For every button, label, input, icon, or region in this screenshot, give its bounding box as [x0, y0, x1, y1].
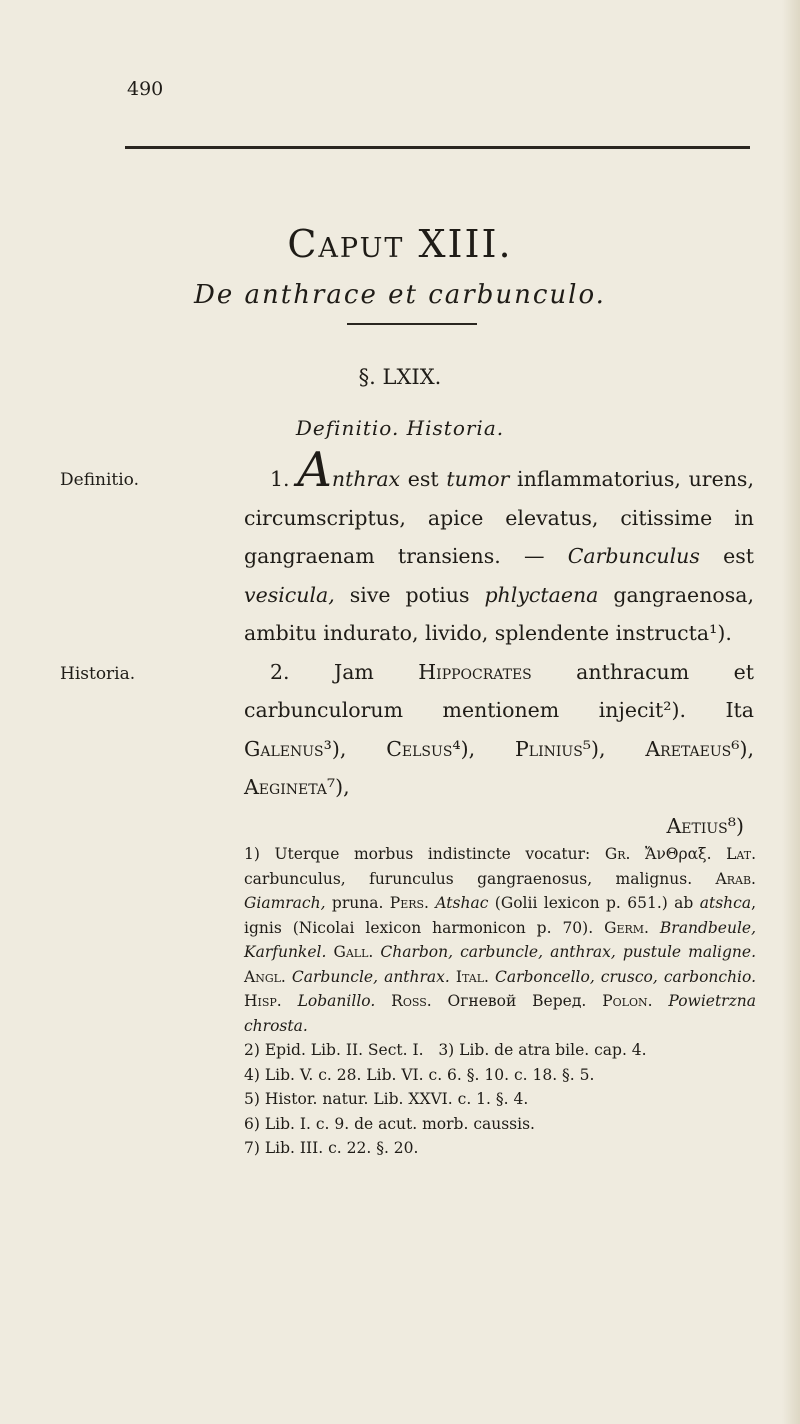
footnote-2-3: 2) Epid. Lib. II. Sect. I. 3) Lib. de atra bile. cap. 4. [244, 1041, 647, 1059]
paragraph-definition: 1. Anthrax est tumor inflammatorius, urens, circumscriptus, apice elevatus, citissime in gangraenam transiens. — Carbunculus est vesicula, sive potius phlyctaena gangraenosa, ambitu indurato, livido, splendente instructa¹). [244, 442, 754, 645]
footnotes [244, 842, 756, 1161]
header-rule [125, 146, 750, 149]
chapter-title: Caput XIII. [287, 222, 513, 266]
chapter-rule [347, 323, 477, 325]
paragraph-history-end: Aetius⁸) [666, 813, 744, 838]
footnote-4: 4) Lib. V. c. 28. Lib. VI. c. 6. §. 10. c. 18. §. 5. [244, 1065, 595, 1084]
page-number: 490 [127, 78, 164, 100]
margin-note-historia: Historia. [60, 664, 136, 684]
drop-cap: A [297, 442, 332, 498]
main-text [244, 442, 755, 845]
page-edge-shadow [782, 0, 800, 1424]
footnote-5: 5) Histor. natur. Lib. XXVI. c. 1. §. 4. [244, 1090, 529, 1108]
section-subtitle: Definitio. Historia. [295, 416, 505, 440]
chapter-subtitle: De anthrace et carbunculo. [194, 280, 606, 310]
paragraph-history: 2. Jam Hippocrates anthracum et carbunculorum mentionem injecit²). Ita Galenus³), Celsus⁴), Plinius⁵), Aretaeus⁶), Aegineta⁷), [244, 659, 755, 799]
footnote-7: 7) Lib. III. c. 22. §. 20. [244, 1139, 419, 1157]
margin-note-definitio: Definitio. [60, 470, 140, 490]
footnote-1: 1) Uterque morbus indistincte vocatur: Gr. ἌνΘραξ. Lat. carbunculus, furunculus gangraenosus, malignus. Arab. Giamrach, pruna. Pers. Atshac (Golii lexicon p. 651.) ab atshca, ignis (Nicolai lexicon harmonicon p. 70). Germ. Brandbeule, Karfunkel. Gall. Charbon, carbuncle, anthrax, pustule maligne. Angl. Carbuncle, anthrax. Ital. Carboncello, crusco, carbonchio. Hisp. Lobanillo. Ross. Огневой Веред. Polon. Powietrzna chrosta. [244, 845, 757, 1035]
section-number: §. LXIX. [358, 365, 442, 389]
footnote-6: 6) Lib. I. c. 9. de acut. morb. caussis. [244, 1114, 535, 1133]
